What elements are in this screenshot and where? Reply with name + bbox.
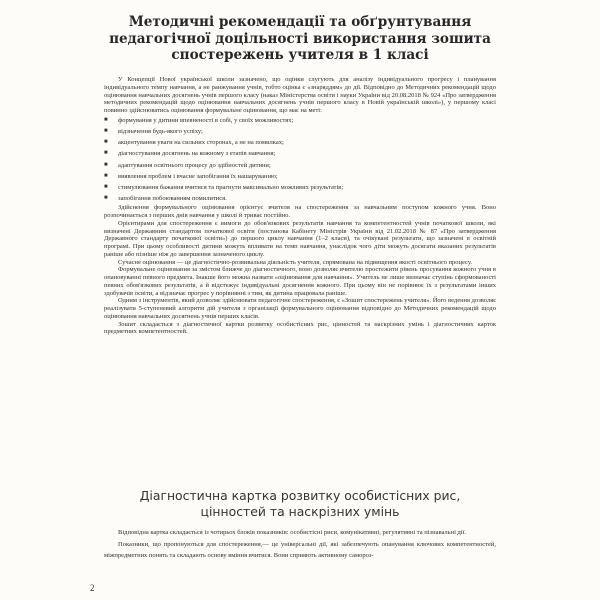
bullet-icon: ■ — [104, 172, 108, 179]
main-text — [104, 76, 496, 336]
list-item: ■ запобігання побоюванням помилитися. — [104, 193, 496, 204]
list-item: ■ діагностування досягнень на кожному з етапів навчання; — [104, 148, 496, 159]
page-title — [70, 14, 530, 64]
bullet-icon: ■ — [104, 127, 108, 134]
page-number: 2 — [90, 583, 95, 593]
body-paragraph: Відповідна картка складається із чотирьох блоків показників: особистісні риси, комунікативні, регулятивні та пізнавальні дії. — [118, 529, 467, 536]
section-heading — [110, 488, 490, 520]
bullet-icon: ■ — [104, 161, 108, 168]
list-item: ■ формування у дитини впевненості в собі, у своїх можливостях; — [104, 115, 496, 126]
body-paragraph: Здійснення формувального оцінювання орієнтує вчителя на спостереження за навчальним поступом кожного учня. Воно розпочинається з перших днів навчання у школі й триває постійно. — [104, 204, 496, 220]
bullet-icon: ■ — [104, 150, 108, 157]
list-item: ■ відзначення будь-якого успіху; — [104, 126, 496, 137]
title-line: педагогічної доцільності використання зошита — [109, 30, 491, 47]
section-heading-line: цінностей та наскрізних умінь — [200, 504, 400, 519]
body-paragraph: Формувальне оцінювання за змістом ближче до діагностичного, воно дозволяє вчителю простежити рівень просування кожного учня в опановуванні певного предмета. Інакше його можна назвати «оцінювання для навчання». Учитель не лише визначає ступінь сформованості певних обов'язкових результатів, а й відстежує індивідуальні досягнення кожного. При цьому він не порівнює їх з результатами інших здобувачів освіти, а відзначає прогрес у порівнянні з тим, як дитина працювала раніше. — [104, 266, 496, 297]
body-paragraph: Одним з інструментів, який дозволяє здійснювати педагогічне спостереження, є «Зошит спостережень учителя». Його ведення дозволяє реалізувати 5-ступеневий алгоритм дій учителя з організації формувального оцінювання відповідно до Методичних рекомендацій щодо оцінювання навчальних досягнень учнів перших класів. — [104, 297, 496, 320]
goals-list — [104, 115, 496, 205]
intro-paragraph: У Концепції Нової української школи зазначено, що оцінки слугують для аналізу індивідуального прогресу і планування індивідуального темпу навчання, а не ранжування учнів, тобто оцінка є «знаряддям» до дії. Відповідно до Методичних рекомендацій щодо оцінювання навчальних досягнень учнів першого класу (наказ Міністерства освіти і науки України від 20.08.2018 № 924 «Про затвердження методичних рекомендацій щодо оцінювання навчальних досягнень учнів першого класу в Новій українській школі»), у першому класі повинно здійснюватись оцінювання формувальне оцінювання, що має на меті: — [104, 76, 496, 114]
section-heading-line: Діагностична картка розвитку особистісних рис, — [139, 488, 461, 503]
body-paragraph: Зошит складається з діагностичної картки розвитку особистісних рис, цінностей та наскрізних умінь і діагностичних карток предметних компетентностей. — [104, 320, 496, 336]
list-item: ■ стимулювання бажання вчитися та прагнути максимально можливих результатів; — [104, 182, 496, 193]
body-paragraph: Сучасне оцінювання — це діагностично-розвивальна діяльність учителя, спрямована на підвищення якості освітнього процесу. — [118, 258, 473, 266]
list-item: ■ акцентування уваги на сильних сторонах, а не на помилках; — [104, 137, 496, 148]
bullet-icon: ■ — [104, 139, 108, 146]
body-paragraph: Орієнтирами для спостереження є вимоги до обов'язкових результатів навчання та компетентностей учнів початкової школи, які визначені Державним стандартом початкової освіти (постанова Кабінету Міністрів України від 21.02.2018 № 87 «Про затвердження Державного стандарту початкової освіти») до першого циклу навчання (1–2 класи), та очікувані результати, що зазначені в освітній програмі. При цьому особливості дитини можуть впливати на темп навчання, унаслідок чого діти можуть досягати вказаних результатів раніше або пізніше ніж до завершення зазначеного циклу. — [104, 219, 496, 258]
bullet-icon: ■ — [104, 183, 108, 190]
bullet-icon: ■ — [104, 195, 108, 202]
section-text — [104, 527, 496, 562]
list-item: ■ виявлення проблем і вчасне запобігання їх нашаруванню; — [104, 171, 496, 182]
title-line: спостережень учителя в 1 класі — [171, 47, 429, 63]
bullet-icon: ■ — [104, 116, 108, 123]
list-item: ■ адаптування освітнього процесу до здібностей дитини; — [104, 160, 496, 171]
title-line: Методичні рекомендації та обґрунтування — [128, 14, 472, 30]
body-paragraph: Показники, що пропонуються для спостереження,— це універсальні дії, які забезпечують опанування ключових компетентностей, міжпредметних понять та складають основу вміння вчитися. Вони сприяють активному саморoз- — [104, 540, 496, 559]
